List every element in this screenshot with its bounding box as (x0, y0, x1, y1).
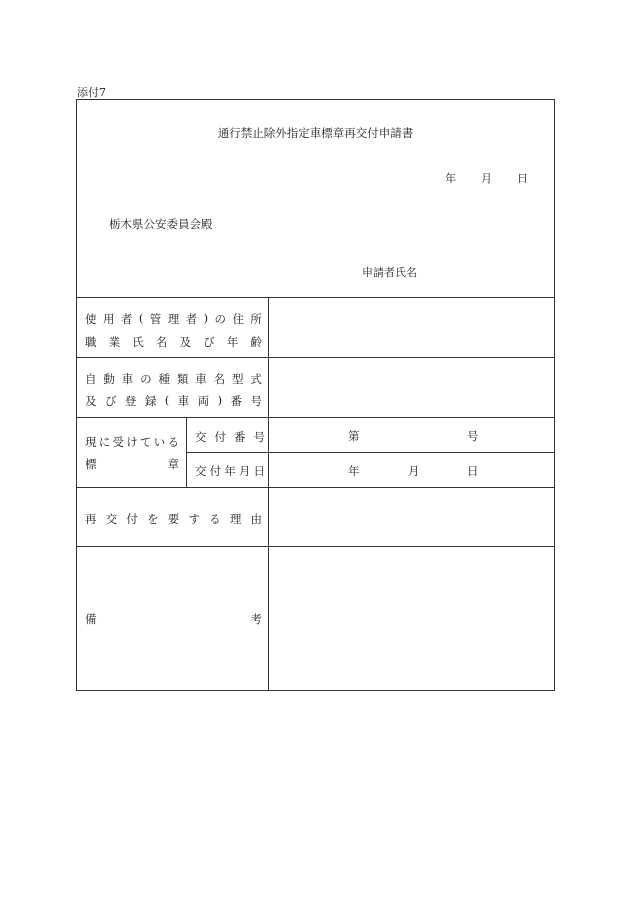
row-user (77, 298, 554, 358)
addressee: 栃木県公安委員会殿 (109, 217, 213, 231)
issue-date-label-cell (187, 453, 269, 488)
row-remarks (77, 547, 554, 690)
form-title: 通行禁止除外指定車標章再交付申請書 (217, 126, 414, 140)
row-user-label-line1: 使 用 者 ( 管 理 者 ) の 住 所 (85, 311, 262, 326)
row-current-badge (77, 418, 554, 488)
issue-number-label-cell (187, 418, 269, 453)
vehicle-input-cell[interactable] (269, 358, 554, 417)
reason-label: 再 交 付 を 要 す る 理 由 (85, 512, 262, 526)
issue-date-cell[interactable] (269, 453, 554, 488)
row-remarks-label (77, 547, 269, 690)
applicant-name-label: 申請者氏名 (362, 266, 417, 279)
row-vehicle-label-line2: 及 び 登 録 ( 車 両 ) 番 号 (85, 393, 262, 408)
date-day-label: 日 (517, 172, 528, 185)
issue-number-label: 交 付 番 号 (195, 430, 265, 444)
user-input-cell[interactable] (269, 298, 554, 357)
current-badge-label-line2: 標 章 (85, 457, 179, 471)
issue-number-suffix: 号 (467, 429, 479, 443)
row-vehicle (77, 358, 554, 418)
remarks-input-cell[interactable] (269, 547, 554, 690)
issue-number-cell[interactable] (269, 418, 554, 452)
remarks-label: 備 考 (85, 612, 262, 626)
current-badge-label (77, 418, 187, 487)
issue-date-month: 月 (408, 464, 420, 478)
issue-date-label: 交 付 年 月 日 (195, 464, 265, 478)
attachment-label: 添付7 (77, 86, 106, 99)
date-month-label: 月 (481, 172, 492, 185)
application-form (76, 99, 555, 691)
row-reason-label (77, 488, 269, 546)
row-reason (77, 488, 554, 547)
current-badge-label-line1: 現 に 受 け て い る (85, 435, 179, 449)
row-user-label (77, 298, 269, 357)
issue-date-year: 年 (348, 464, 360, 478)
date-year-label: 年 (445, 172, 456, 185)
row-user-label-line2: 職 業 氏 名 及 び 年 齢 (85, 335, 262, 349)
issue-date-day: 日 (467, 464, 479, 478)
reason-input-cell[interactable] (269, 488, 554, 546)
row-vehicle-label-line1: 自 動 車 の 種 類 車 名 型 式 (85, 372, 262, 386)
row-vehicle-label (77, 358, 269, 417)
form-header (77, 100, 554, 298)
issue-number-prefix: 第 (348, 429, 360, 443)
